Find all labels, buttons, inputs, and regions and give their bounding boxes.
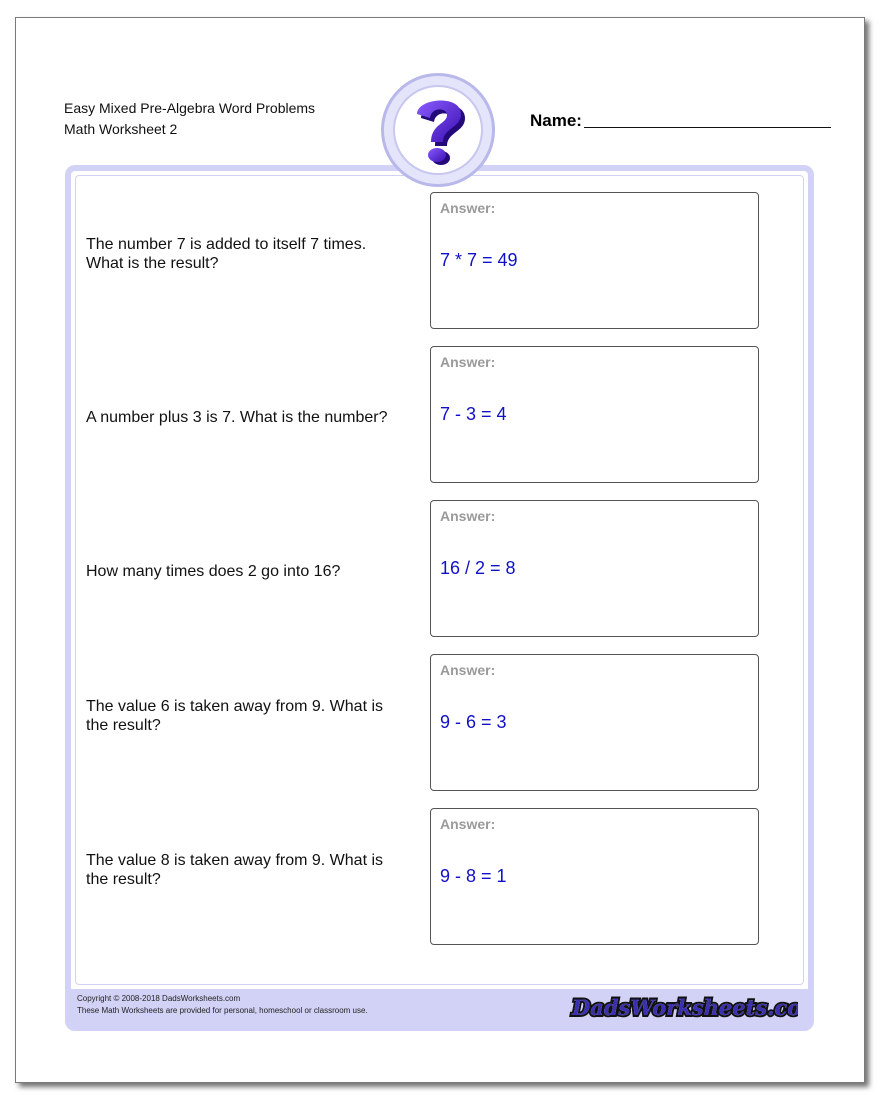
answer-value: 7 - 3 = 4 [440, 404, 507, 424]
problem-1: The number 7 is added to itself 7 times. What is the result? [86, 236, 367, 272]
problem-5: The value 8 is taken away from 9. What is the result? [86, 852, 384, 888]
answer-label: Answer: [440, 354, 496, 370]
problem-3: How many times does 2 go into 16? [86, 563, 341, 580]
answer-label: Answer: [440, 508, 496, 524]
worksheet-title: Easy Mixed Pre-Algebra Word Problems [64, 100, 316, 116]
answer-value: 7 * 7 = 49 [440, 250, 518, 270]
answer-box-2[interactable] [430, 346, 759, 483]
problem-4: The value 6 is taken away from 9. What is the result? [86, 698, 384, 734]
answer-label: Answer: [440, 200, 496, 216]
answer-box-1[interactable] [430, 192, 759, 329]
usage-notice: These Math Worksheets are provided for personal, homeschool or classroom use. [77, 1006, 368, 1015]
answer-box-4[interactable] [430, 654, 759, 791]
answer-box-3[interactable] [430, 500, 759, 637]
name-label: Name: [530, 111, 582, 130]
question-badge [381, 73, 495, 187]
copyright-text: Copyright © 2008-2018 DadsWorksheets.com [77, 994, 241, 1003]
logo-text: DadsWorksheets.c [572, 995, 788, 1020]
dadsworksheets-logo [568, 991, 798, 1028]
name-field-line[interactable] [584, 127, 831, 128]
footer-text [77, 993, 368, 1017]
worksheet-page [15, 17, 865, 1083]
logo-text-fill: DadsWorksheets.c [572, 995, 788, 1020]
problem-2: A number plus 3 is 7. What is the number? [86, 409, 388, 426]
answer-value: 9 - 6 = 3 [440, 712, 507, 732]
answer-box-5[interactable] [430, 808, 759, 945]
answer-label: Answer: [440, 662, 496, 678]
answer-value: 16 / 2 = 8 [440, 558, 516, 578]
question-mark-icon [403, 90, 473, 170]
worksheet-subtitle: Math Worksheet 2 [64, 121, 178, 137]
worksheet-title-block [64, 98, 315, 140]
answer-value: 9 - 8 = 1 [440, 866, 507, 886]
answer-label: Answer: [440, 816, 496, 832]
footer [71, 989, 808, 1025]
